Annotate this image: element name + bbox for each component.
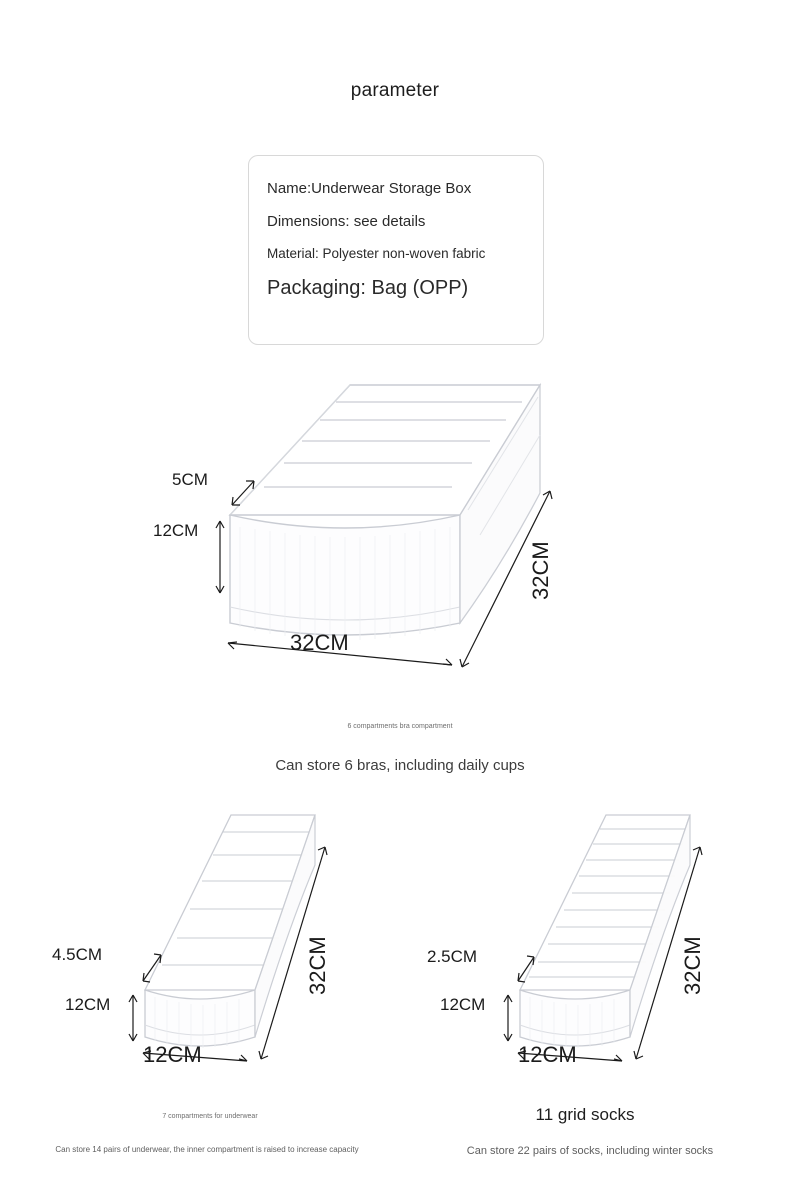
- page-title: parameter: [350, 80, 440, 101]
- underwear-main-caption: Can store 14 pairs of underwear, the inner compartment is raised to increase capacity: [55, 1145, 359, 1154]
- spec-dimensions: Dimensions: see details: [267, 213, 426, 230]
- socks-length-label: 32CM: [680, 936, 705, 995]
- bra-height-label: 12CM: [153, 521, 199, 540]
- product-bra-box: [150, 375, 650, 775]
- socks-depth-label: 2.5CM: [427, 947, 478, 966]
- underwear-length-label: 32CM: [305, 936, 330, 995]
- product-socks-box: [427, 805, 770, 1165]
- underwear-depth-label: 4.5CM: [52, 945, 103, 964]
- underwear-height-label: 12CM: [65, 995, 111, 1014]
- socks-main-caption: Can store 22 pairs of socks, including winter socks: [466, 1145, 714, 1157]
- socks-width-label: 12CM: [518, 1042, 577, 1067]
- spec-name: Name:Underwear Storage Box: [267, 180, 472, 197]
- spec-packaging: Packaging: Bag (OPP): [267, 277, 469, 299]
- socks-height-label: 12CM: [440, 995, 486, 1014]
- underwear-width-label: 12CM: [143, 1042, 202, 1067]
- bra-depth-label: 5CM: [172, 470, 208, 489]
- socks-small-caption: 11 grid socks: [535, 1105, 635, 1124]
- spec-material: Material: Polyester non-woven fabric: [267, 246, 486, 261]
- product-underwear-box: [52, 805, 385, 1165]
- underwear-small-caption: 7 compartments for underwear: [162, 1113, 258, 1120]
- bra-width-label: 32CM: [290, 630, 349, 655]
- spec-card: [248, 155, 544, 345]
- bra-small-caption: 6 compartments bra compartment: [347, 723, 453, 730]
- bra-box-illustration: [150, 375, 650, 705]
- bra-main-caption: Can store 6 bras, including daily cups: [275, 757, 525, 774]
- bra-length-label: 32CM: [528, 541, 553, 600]
